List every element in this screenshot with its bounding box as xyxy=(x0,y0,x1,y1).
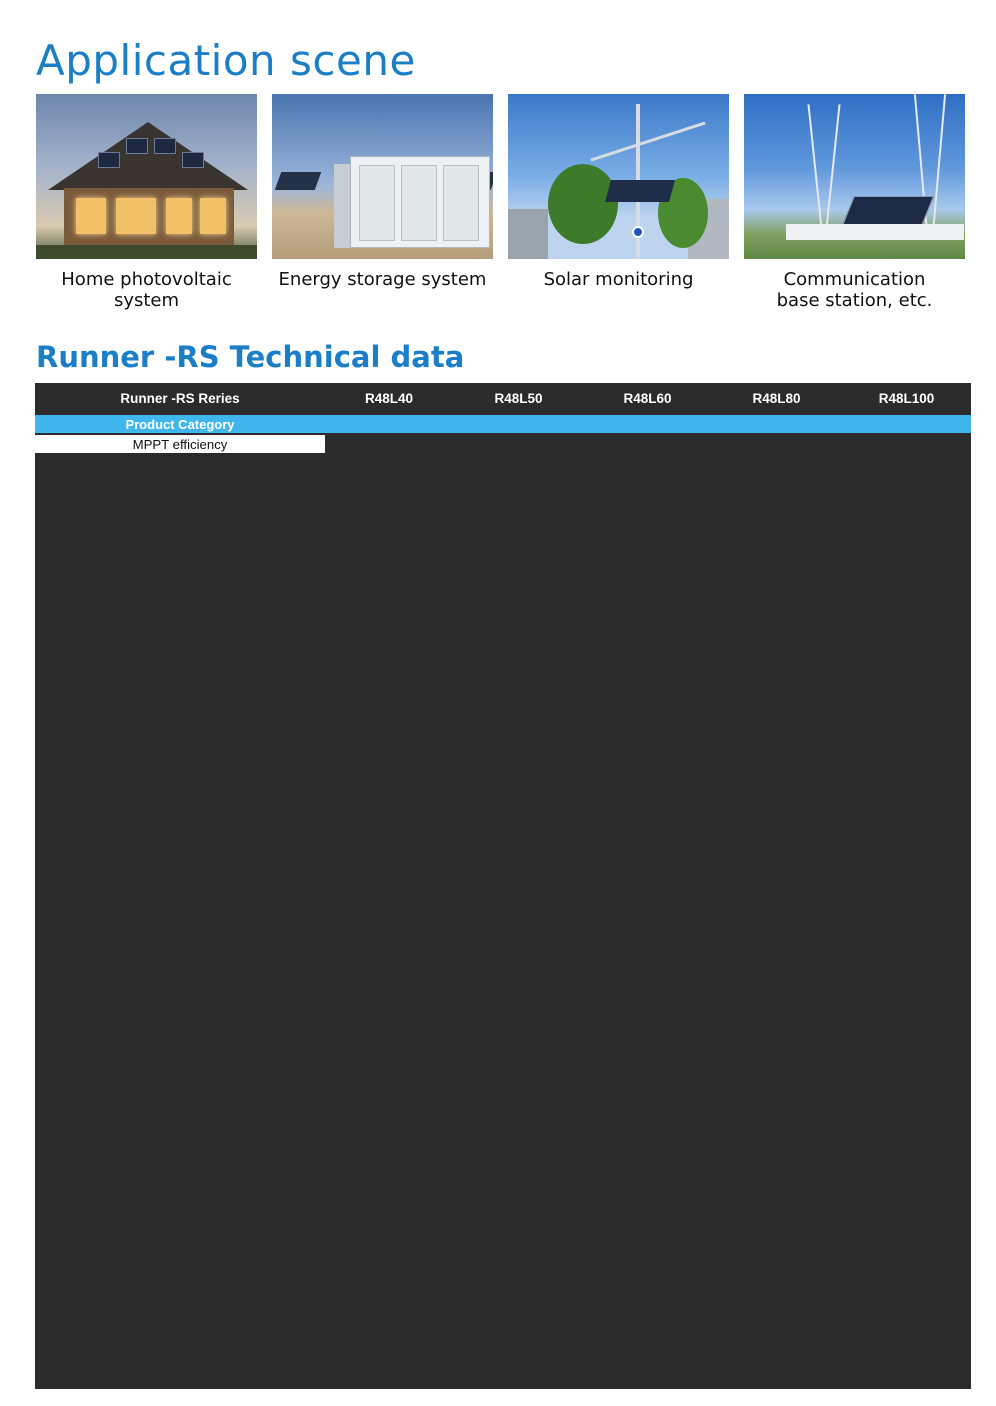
solar-monitoring-image xyxy=(508,94,729,259)
scene-home-pv xyxy=(36,94,257,311)
section-fill xyxy=(325,415,971,433)
home-photovoltaic-image xyxy=(36,94,257,259)
row-label: MPPT efficiency xyxy=(35,435,325,453)
header-model: R48L40 xyxy=(325,383,453,413)
energy-storage-image xyxy=(272,94,493,259)
scene-caption: Energy storage system xyxy=(278,269,487,290)
header-model: R48L60 xyxy=(584,383,711,413)
header-model: R48L80 xyxy=(713,383,840,413)
technical-data-heading: Runner -RS Technical data xyxy=(36,340,465,374)
header-model: R48L50 xyxy=(455,383,582,413)
table-header xyxy=(35,383,971,413)
scene-caption: Home photovoltaic system xyxy=(61,269,232,311)
section-product-category xyxy=(35,415,971,433)
section-title: Product Category xyxy=(35,415,325,433)
header-series: Runner -RS Reries xyxy=(35,383,325,413)
scene-energy-storage xyxy=(272,94,493,290)
scene-caption: Solar monitoring xyxy=(543,269,694,290)
technical-data-table xyxy=(35,383,971,1389)
header-model: R48L100 xyxy=(842,383,971,413)
scene-solar-monitoring xyxy=(508,94,729,290)
application-scenes xyxy=(36,94,966,314)
scene-caption-text: Communication base station, etc. xyxy=(776,269,933,311)
communication-tower-image xyxy=(744,94,965,259)
scene-communication xyxy=(744,94,965,311)
scene-caption xyxy=(744,269,965,311)
row-mppt-efficiency xyxy=(35,435,971,453)
application-scene-heading: Application scene xyxy=(36,36,416,85)
